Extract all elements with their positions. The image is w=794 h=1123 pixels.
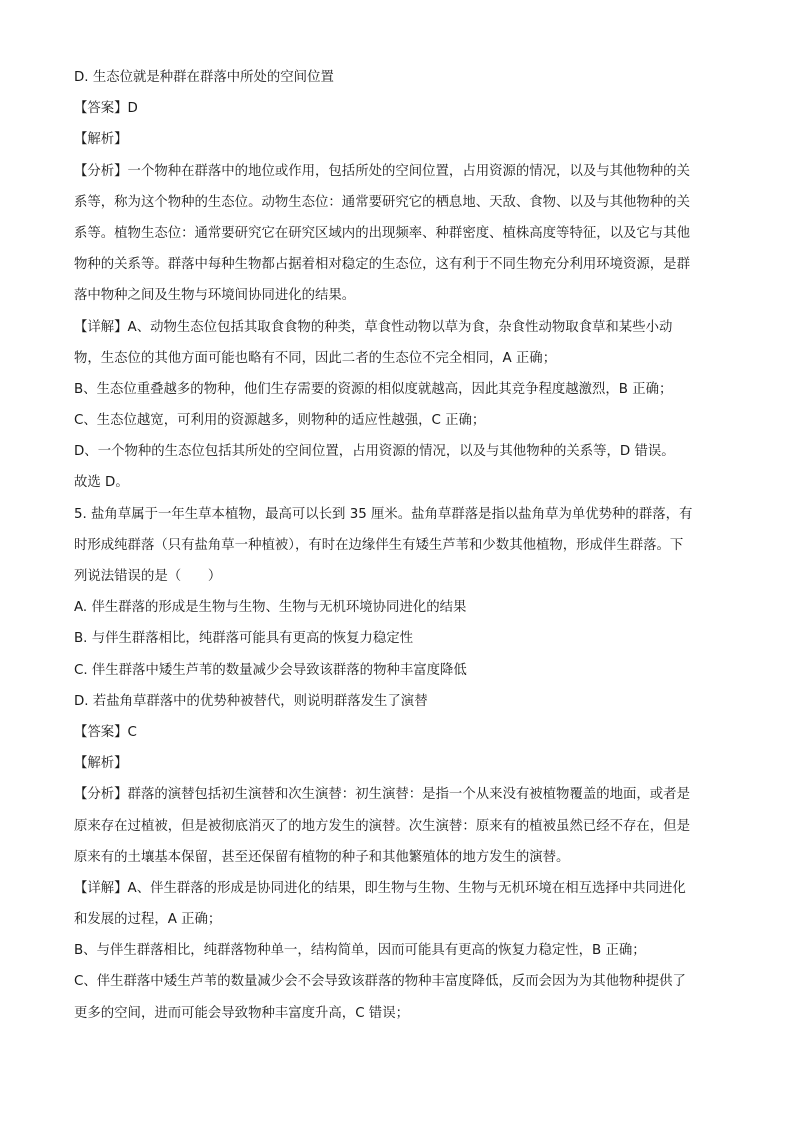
analysis-text-line: 原来存在过植被，但是被彻底消灭了的地方发生的演替。次生演替：原来有的植被虽然已经不存在，但是	[74, 818, 690, 834]
option-d-line: D. 生态位就是种群在群落中所处的空间位置	[74, 70, 334, 85]
detail-text-line: 【详解】A、动物生态位包括其取食食物的种类，草食性动物以草为食，杂食性动物取食草和某些小动	[74, 319, 673, 335]
detail-text-line: C、生态位越宽，可利用的资源越多，则物种的适应性越强，C 正确；	[74, 413, 486, 429]
question-stem-line: 5. 盐角草属于一年生草本植物，最高可以长到 35 厘米。盐角草群落是指以盐角草为单优势种的群落，有	[74, 506, 693, 522]
analysis-text-line: 物种的关系等。群落中每种生物都占据着相对稳定的生态位，这有利于不同生物充分利用环境资源，是群	[74, 257, 690, 273]
detail-text-line: 【详解】A、伴生群落的形成是协同进化的结果，即生物与生物、生物与无机环境在相互选择中共同进化	[74, 880, 686, 896]
detail-text-line: 更多的空间，进而可能会导致物种丰富度升高，C 错误；	[74, 1005, 409, 1021]
analysis-text-line: 原来有的土壤基本保留，甚至还保留有植物的种子和其他繁殖体的地方发生的演替。	[74, 849, 570, 865]
analysis-text-line: 【分析】一个物种在群落中的地位或作用，包括所处的空间位置，占用资源的情况，以及与其他物种的关	[74, 163, 690, 179]
answer-line: 【答案】D	[74, 101, 138, 117]
analysis-text-line: 【分析】群落的演替包括初生演替和次生演替：初生演替：是指一个从来没有被植物覆盖的地面，或者是	[74, 787, 690, 803]
option-c-line: C. 伴生群落中矮生芦苇的数量减少会导致该群落的物种丰富度降低	[74, 662, 467, 678]
analysis-heading: 【解析】	[74, 756, 128, 772]
question-stem-line: 时形成纯群落（只有盐角草一种植被），有时在边缘伴生有矮生芦苇和少数其他植物，形成伴生群落。下	[74, 537, 684, 553]
document-page	[74, 62, 726, 1029]
option-b-line: B. 与伴生群落相比，纯群落可能具有更高的恢复力稳定性	[74, 631, 414, 647]
question-stem-line: 列说法错误的是（ ）	[74, 569, 222, 584]
detail-text-line: C、伴生群落中矮生芦苇的数量减少会不会导致该群落的物种丰富度降低，反而会因为为其他物种提供了	[74, 974, 686, 990]
detail-text-line: 物，生态位的其他方面可能也略有不同，因此二者的生态位不完全相同，A 正确；	[74, 350, 557, 366]
option-a-line: A. 伴生群落的形成是生物与生物、生物与无机环境协同进化的结果	[74, 600, 467, 616]
conclusion-line: 故选 D。	[74, 475, 129, 491]
detail-text-line: B、生态位重叠越多的物种，他们生存需要的资源的相似度就越高，因此其竞争程度越激烈，B 正确；	[74, 381, 673, 397]
detail-text-line: D、一个物种的生态位包括其所处的空间位置，占用资源的情况，以及与其他物种的关系等，D 错误。	[74, 444, 675, 460]
analysis-heading: 【解析】	[74, 132, 128, 148]
analysis-text-line: 系等，称为这个物种的生态位。动物生态位：通常要研究它的栖息地、天敌、食物、以及与其他物种的关	[74, 194, 690, 210]
detail-text-line: B、与伴生群落相比，纯群落物种单一，结构简单，因而可能具有更高的恢复力稳定性，B 正确；	[74, 943, 646, 959]
detail-text-line: 和发展的过程，A 正确；	[74, 912, 222, 928]
analysis-text-line: 落中物种之间及生物与环境间协同进化的结果。	[74, 288, 356, 304]
option-d-line: D. 若盐角草群落中的优势种被替代，则说明群落发生了演替	[74, 693, 428, 709]
analysis-text-line: 系等。植物生态位：通常要研究它在研究区域内的出现频率、种群密度、植株高度等特征，以及它与其他	[74, 225, 690, 241]
answer-line: 【答案】C	[74, 724, 137, 740]
